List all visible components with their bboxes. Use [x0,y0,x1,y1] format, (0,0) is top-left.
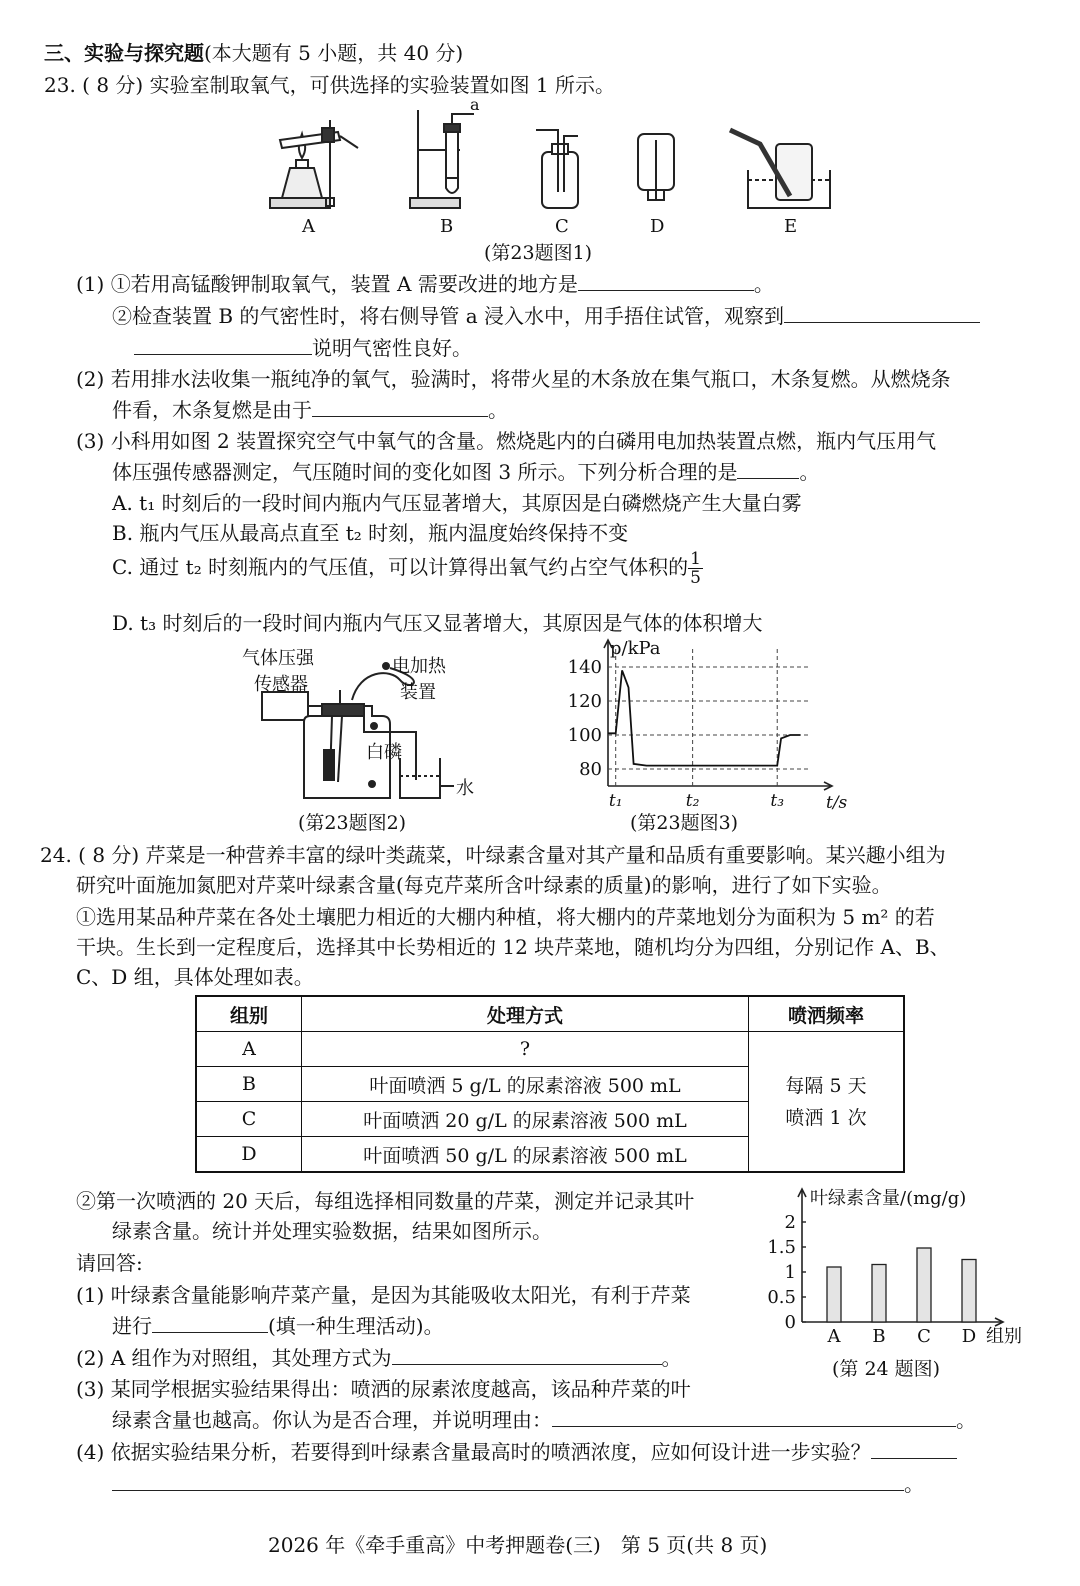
fig1-label-d: D [650,216,665,237]
fig2-heater-label [392,652,446,704]
answer-blank[interactable] [392,1344,662,1365]
table-cell: ? [302,1032,749,1067]
table-row [196,1032,904,1067]
q24-chart [762,1186,1032,1354]
apparatus-a [270,120,358,208]
fig1-label-c: C [555,216,569,237]
table-cell: B [196,1067,302,1102]
q24-step1c: C、D 组，具体处理如表。 [76,965,314,989]
answer-blank[interactable] [737,458,799,479]
q23-part3b: 体压强传感器测定，气压随时间的变化如图 3 所示。下列分析合理的是 。 [112,460,820,484]
answer-blank[interactable] [152,1312,268,1333]
frequency-line1: 每隔 5 天 [785,1074,867,1097]
y-tick-label: 0 [784,1312,796,1333]
fig2-sensor-label [242,644,314,696]
answer-blank[interactable] [312,396,488,417]
section-title: 三、实验与探究题 [44,41,204,65]
q23-part1a: (1) ①若用高锰酸钾制取氧气，装置 A 需要改进的地方是 。 [76,272,774,296]
table-cell: 叶面喷洒 20 g/L 的尿素溶液 500 mL [302,1102,749,1137]
q24-answer3b: 绿素含量也越高。你认为是否合理，并说明理由： 。 [112,1408,976,1432]
x-axis-label: t/s [826,793,848,813]
fig24-caption: (第 24 题图) [832,1358,941,1380]
q23-part2b-text: 件看，木条复燃是由于 [112,398,312,422]
fig2-heater-line1: 电加热 [392,656,446,677]
y-tick-label: 120 [567,691,602,712]
q23-part2b: 件看，木条复燃是由于 。 [112,398,508,422]
q23-part1b2-text: 说明气密性良好。 [312,336,472,360]
table-cell: 叶面喷洒 5 g/L 的尿素溶液 500 mL [302,1067,749,1102]
q24-answer1b [112,1312,444,1339]
page-footer: 2026 年《牵手重高》中考押题卷(三) 第 5 页(共 8 页) [268,1533,768,1557]
fraction-numerator: 1 [690,549,701,569]
q23-option-b: B. 瓶内气压从最高点直至 t₂ 时刻，瓶内温度始终保持不变 [112,521,629,545]
fraction-denominator: 5 [690,568,701,588]
fig2-sensor-line1: 气体压强 [242,648,314,669]
y-tick-label: 140 [567,657,602,678]
bar [962,1260,976,1323]
q23-stem: 23. ( 8 分) 实验室制取氧气，可供选择的实验装置如图 1 所示。 [44,73,616,97]
q24-ask: 请回答: [76,1251,143,1275]
x-tick-label: t₂ [685,791,700,811]
y-tick-label: 100 [567,725,602,746]
q23-part2a: (2) 若用排水法收集一瓶纯净的氧气，验满时，将带火星的木条放在集气瓶口，木条复燃。从燃烧条 [76,367,951,391]
table-cell: A [196,1032,302,1067]
q23-part1a-text: (1) ①若用高锰酸钾制取氧气，装置 A 需要改进的地方是 [76,272,578,296]
y-axis-label: 叶绿素含量/(mg/g) [810,1188,967,1209]
q23-figure3-chart [548,636,848,813]
x-axis-label: 组别 [986,1326,1022,1347]
q23-part1b-text: ②检查装置 B 的气密性时，将右侧导管 a 浸入水中，用手捂住试管，观察到 [112,304,785,328]
apparatus-c [536,130,578,208]
answer-blank[interactable] [112,1470,904,1491]
table-header: 处理方式 [302,996,749,1032]
q24-answer4 [76,1438,957,1465]
q24-step1b: 干块。生长到一定程度后，选择其中长势相近的 12 块芹菜地，随机均分为四组，分别记作 A、B、 [76,935,950,959]
y-tick-label: 80 [579,759,602,780]
q23-part1b [112,302,980,329]
x-tick-label: B [872,1326,886,1347]
fig1-label-b: B [440,216,454,237]
fig1-tube-label: a [470,95,480,114]
q24-answer2-text: (2) A 组作为对照组，其处理方式为 [76,1346,392,1370]
q24-step2b: 绿素含量。统计并处理实验数据，结果如图所示。 [112,1219,552,1243]
fig2-phosphorus-label: 白磷 [366,742,402,763]
x-tick-label: t₁ [608,791,623,811]
table-cell: C [196,1102,302,1137]
q24-answer1a: (1) 叶绿素含量能影响芹菜产量，是因为其能吸收太阳光，有利于芹菜 [76,1283,691,1307]
x-tick-label: D [961,1326,977,1347]
table-cell: 叶面喷洒 50 g/L 的尿素溶液 500 mL [302,1137,749,1173]
x-tick-label: C [917,1326,931,1347]
q24-answer4-line2: 。 [112,1470,924,1497]
table-header: 喷洒频率 [749,996,905,1032]
q24-step1a: ①选用某品种芹菜在各处土壤肥力相近的大棚内种植，将大棚内的芹菜地划分为面积为 5 m² 的若 [76,905,935,929]
q24-answer4-text: (4) 依据实验结果分析，若要得到叶绿素含量最高时的喷洒浓度，应如何设计进一步实验？ [76,1440,871,1464]
x-tick-label: t₃ [770,791,785,811]
y-tick-label: 2 [784,1212,796,1233]
apparatus-d [638,134,674,200]
fraction [688,550,703,587]
q23-option-a: A. t₁ 时刻后的一段时间内瓶内气压显著增大，其原因是白磷燃烧产生大量白雾 [112,491,802,515]
fig2-heater-line2: 装置 [400,682,436,703]
bar [917,1248,931,1322]
apparatus-b [410,110,474,208]
table-header: 组别 [196,996,302,1032]
q24-stem2: 研究叶面施加氮肥对芹菜叶绿素含量(每克芹菜所含叶绿素的质量)的影响，进行了如下实验。 [76,873,892,897]
bar [872,1265,886,1323]
fig1-label-a: A [302,216,315,237]
pressure-curve [608,670,800,765]
fig1-caption: (第23题图1) [484,242,593,264]
bar [827,1267,841,1322]
q24-answer1b-text: 进行 [112,1314,152,1338]
q23-part3a: (3) 小科用如图 2 装置探究空气中氧气的含量。燃烧匙内的白磷用电加热装置点燃，瓶内气压用气 [76,429,937,453]
fig2-caption: (第23题图2) [298,812,407,834]
q24-treatment-table [195,995,905,1173]
y-tick-label: 1.5 [767,1237,796,1258]
q24-answer3a: (3) 某同学根据实验结果得出：喷洒的尿素浓度越高，该品种芹菜的叶 [76,1377,691,1401]
answer-blank[interactable] [552,1406,956,1427]
table-cell: D [196,1137,302,1173]
x-tick-label: A [827,1326,841,1347]
frequency-line2: 喷洒 1 次 [785,1106,867,1129]
q24-step2a: ②第一次喷洒的 20 天后，每组选择相同数量的芹菜，测定并记录其叶 [76,1189,695,1213]
fig1-label-e: E [784,216,798,237]
q23-part1b2 [134,334,472,361]
q24-answer3b-text: 绿素含量也越高。你认为是否合理，并说明理由： [112,1408,552,1432]
table-header-row [196,996,904,1032]
fig2-sensor-line2: 传感器 [254,674,308,695]
answer-blank[interactable] [871,1438,957,1459]
fig3-caption: (第23题图3) [630,812,739,834]
q24-answer1c-text: (填一种生理活动)。 [268,1314,444,1338]
answer-blank[interactable] [578,270,754,291]
answer-blank[interactable] [134,334,312,355]
section-header [44,40,463,66]
y-tick-label: 1 [784,1262,796,1283]
apparatus-e [730,130,830,208]
q23-figure1 [260,95,850,240]
fig2-water-label: 水 [456,778,474,799]
table-cell-frequency [749,1032,905,1173]
y-tick-label: 0.5 [767,1287,796,1308]
section-note: (本大题有 5 小题，共 40 分) [204,41,464,65]
q23-option-c-text: C. 通过 t₂ 时刻瓶内的气压值，可以计算得出氧气约占空气体积的 [112,555,689,579]
y-axis-label: p/kPa [610,638,661,659]
q24-answer2: (2) A 组作为对照组，其处理方式为 。 [76,1346,682,1370]
q23-option-d: D. t₃ 时刻后的一段时间内瓶内气压又显著增大，其原因是气体的体积增大 [112,611,763,635]
q23-option-c [112,550,703,587]
q24-stem1: 24. ( 8 分) 芹菜是一种营养丰富的绿叶类蔬菜，叶绿素含量对其产量和品质有重要影响。某兴趣小组为 [40,843,946,867]
q23-part3b-text: 体压强传感器测定，气压随时间的变化如图 3 所示。下列分析合理的是 [112,460,738,484]
answer-blank[interactable] [784,302,980,323]
